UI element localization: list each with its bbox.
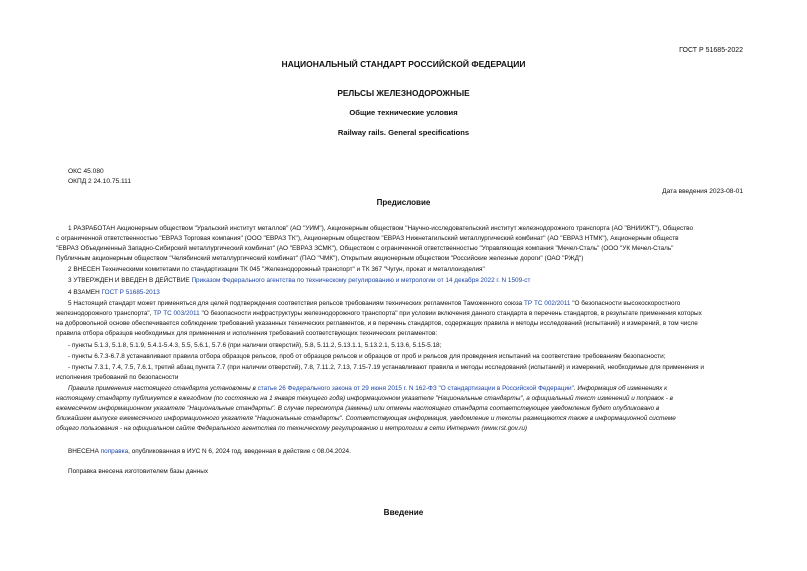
paragraph-text: "О безопасности инфраструктуры железнодорожного транспорта" при условии включения данного стандарта в перечень стандартов, в результате применения которых xyxy=(201,310,702,317)
paragraph-line xyxy=(68,384,667,394)
paragraph-line: Поправка внесена изготовителем базы данных xyxy=(68,468,209,475)
paragraph-line: Публичным акционерным обществом "Челябинский металлургический комбинат" (ПАО "ЧМК"), Открытым акционерным обществом "Российские железные дороги" (ОАО "РЖД") xyxy=(56,255,584,262)
foreword-heading: Предисловие xyxy=(376,198,431,207)
paragraph-line: с ограниченной ответственностью "ЕВРАЗ Торговая компания" (ООО "ЕВРАЗ ТК"), Акционерным обществом "ЕВРАЗ Нижнетагильский металлургический комбинат" (АО "ЕВРАЗ НТМК"), Акционерным обществ xyxy=(56,235,679,242)
paragraph-line: общего пользования - на официальном сайте Федерального агентства по техническому регулированию и метрологии в сети Интернет (www.rst.gov.ru) xyxy=(56,425,528,432)
paragraph-line: ежемесячном информационном указателе "Национальные стандарты". В случае пересмотра (замены) или отмены настоящего стандарта соответствующее уведомление будет опубликовано в xyxy=(56,405,660,412)
replaces-text: 4 ВЗАМЕН xyxy=(68,289,100,296)
paragraph-text: Правила применения настоящего стандарта установлены в xyxy=(68,385,256,392)
paragraph-line: 1 РАЗРАБОТАН Акционерным обществом "Уральский институт металлов" (АО "УИМ"), Акционерным обществом "Научно-исследовательский институт железнодорожного транспорта (АО "ВНИИЖТ"), Общество xyxy=(68,225,693,232)
introduction-heading: Введение xyxy=(383,508,424,517)
tr-ts-002-link[interactable]: ТР ТС 002/2011 xyxy=(524,300,571,307)
introduction-date: Дата введения 2023-08-01 xyxy=(662,188,743,195)
paragraph-line: 2 ВНЕСЕН Техническими комитетами по стандартизации ТК 045 "Железнодорожный транспорт" и ТК 367 "Чугун, прокат и металлоизделия" xyxy=(68,266,485,273)
approved-text: 3 УТВЕРЖДЕН И ВВЕДЕН В ДЕЙСТВИЕ xyxy=(68,277,190,284)
paragraph-text: , опубликованная в ИУС N 6, 2024 год, введенная в действие с 08.04.2024. xyxy=(128,448,351,455)
amendment-link[interactable]: поправка xyxy=(100,448,129,455)
document-subtitle: Общие технические условия xyxy=(349,108,458,117)
tr-ts-003-link[interactable]: ТР ТС 003/2011 xyxy=(153,310,200,317)
paragraph-line: настоящему стандарту публикуется в ежегодном (по состоянию на 1 января текущего года) информационном указателе "Национальные стандарты", а официальный текст изменений и поправок - в xyxy=(56,395,674,402)
paragraph-line: - пункты 5.1.3, 5.1.8, 5.1.9, 5.4.1-5.4.3, 5.5, 5.6.1, 5.7.6 (при наличии отверстий), 5.8, 5.11.2, 5.13.1.1, 5.13.2.1, 5.13.6, 5.15-5.18; xyxy=(68,342,442,349)
paragraph-line xyxy=(68,288,160,298)
paragraph-text: ВНЕСЕНА xyxy=(68,448,99,455)
document-title-english: Railway rails. General specifications xyxy=(337,128,470,137)
paragraph-line xyxy=(68,447,351,457)
paragraph-line: "ЕВРАЗ Объединенный Западно-Сибирский металлургический комбинат" (АО "ЕВРАЗ ЗСМК"), Обществом с ограниченной ответственностью "Управляющая компания "Мечел-Сталь" (ООО "УК Мечел-Сталь" xyxy=(56,245,674,252)
approval-order-link[interactable]: Приказом Федерального агентства по техническому регулированию и метрологии от 14 декабря 2022 г. N 1509-ст xyxy=(191,277,531,284)
federal-law-link[interactable]: статье 26 Федерального закона от 29 июня 2015 г. N 162-ФЗ "О стандартизации в Российской Федерации" xyxy=(257,385,574,392)
paragraph-line: - пункты 7.3.1, 7.4, 7.5, 7.6.1, третий абзац пункта 7.7 (при наличии отверстий), 7.8, 7.11.2, 7.13, 7.15-7.19 устанавливают правила и методы исследований (испытаний) и измерений, необходимые для применения и xyxy=(68,364,704,371)
national-standard-heading: НАЦИОНАЛЬНЫЙ СТАНДАРТ РОССИЙСКОЙ ФЕДЕРАЦИИ xyxy=(281,59,526,69)
paragraph-line xyxy=(68,299,680,309)
paragraph-line: ближайшем выпуске ежемесячного информационного указателя "Национальные стандарты". Соответствующая информация, уведомление и тексты размещаются также в информационной системе xyxy=(56,415,676,422)
paragraph-text: "О безопасности высокоскоростного xyxy=(572,300,681,307)
paragraph-line: правила отбора образцов необходимых для применения и исполнения требований соответствующих технических регламентов: xyxy=(56,330,438,337)
paragraph-line: на добровольной основе обеспечивается соблюдение требований указанных технических регламентов, и в перечень стандартов, содержащих правила и методы исследований (испытаний) и измерений, в том числе xyxy=(56,320,698,327)
paragraph-line xyxy=(56,309,702,319)
paragraph-text: 5 Настоящий стандарт может применяться для целей подтверждения соответствия рельсов требованиям технических регламентов Таможенного союза xyxy=(68,300,523,307)
standard-code: ГОСТ Р 51685-2022 xyxy=(679,47,743,54)
document-title: РЕЛЬСЫ ЖЕЛЕЗНОДОРОЖНЫЕ xyxy=(337,88,470,98)
okpd-code: ОКПД 2 24.10.75.111 xyxy=(68,178,132,185)
paragraph-line: исполнения требований по безопасности xyxy=(56,374,179,381)
paragraph-text: . Информация об изменениях к xyxy=(573,385,668,392)
paragraph-text: железнодорожного транспорта", xyxy=(56,310,152,317)
replaced-standard-link[interactable]: ГОСТ Р 51685-2013 xyxy=(101,289,160,296)
oks-code: ОКС 45.080 xyxy=(68,168,104,175)
paragraph-line xyxy=(68,276,530,286)
paragraph-line: - пункты 6.7.3-6.7.8 устанавливают правила отбора образцов рельсов, проб от образцов рельсов и образцов от проб и рельсов для проведения испытаний на соответствие требованиям безопасности; xyxy=(68,353,666,360)
